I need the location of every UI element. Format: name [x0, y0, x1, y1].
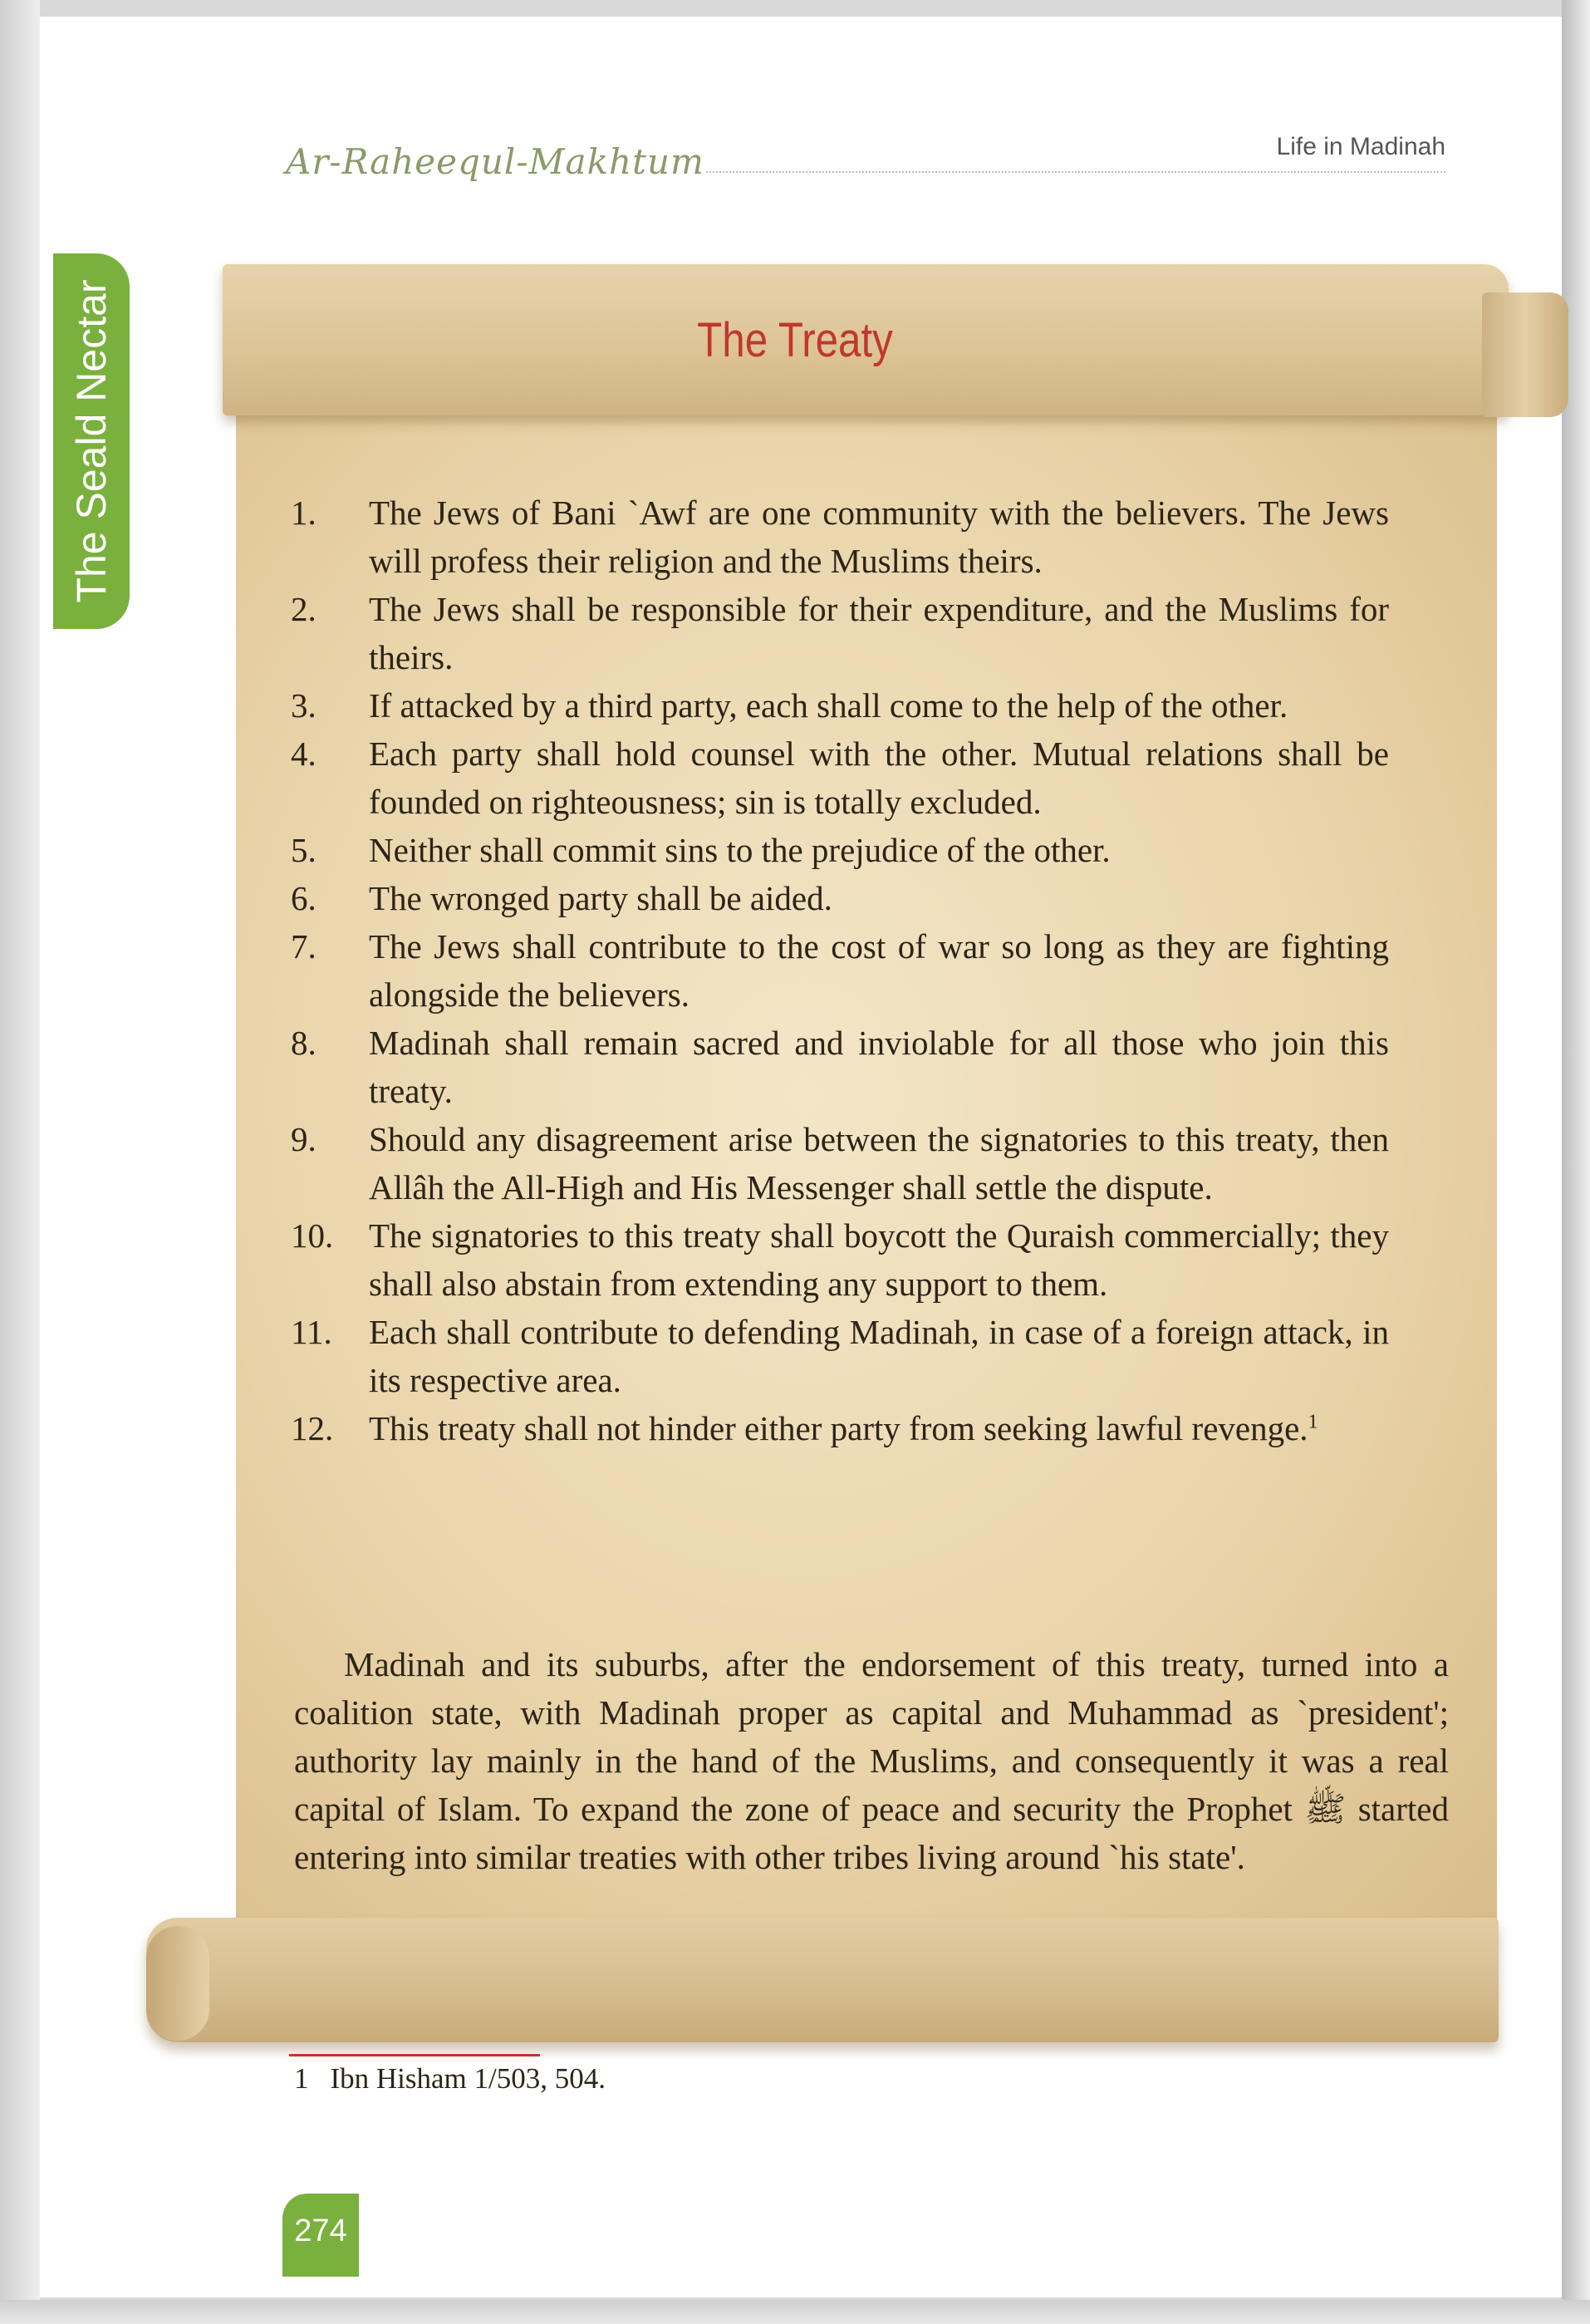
- list-item: [291, 1404, 1389, 1452]
- clause-number: 6.: [291, 879, 317, 917]
- clause-text: The wronged party shall be aided.: [369, 879, 832, 917]
- clause-text: This treaty shall not hinder either party from seeking lawful revenge.: [369, 1409, 1308, 1447]
- clause-text: The Jews shall be responsible for their expenditure, and the Muslims for theirs.: [369, 590, 1389, 676]
- parchment-scroll-bottom-roll: [146, 1926, 209, 2041]
- footnote-number: 1: [294, 2062, 309, 2095]
- running-header-book-title: Ar-Raheequl-Makhtum: [286, 141, 704, 182]
- side-tab-label: The Seald Nectar: [68, 279, 115, 603]
- clause-text: Each shall contribute to defending Madinah, in case of a foreign attack, in its respective area.: [369, 1313, 1389, 1399]
- list-item: [291, 874, 1389, 922]
- header-dotted-rule: [706, 171, 1445, 173]
- body-paragraph: Madinah and its suburbs, after the endorsement of this treaty, turned into a coalition state, with Madinah proper as capital and Muhammad as `president'; authority lay mainly in the hand of the Muslims, and consequently it was a real capital of Islam. To expand the zone of peace and security the Prophet ﷺ started entering into similar treaties with other tribes living around `his state'.: [294, 1645, 1449, 1876]
- clause-number: 2.: [291, 590, 317, 628]
- parchment-scroll-top-roll: [1482, 292, 1568, 417]
- list-item: [291, 1308, 1389, 1404]
- clause-number: 1.: [291, 494, 317, 532]
- scan-edge-bottom: [0, 2300, 1590, 2324]
- clause-text: The signatories to this treaty shall boycott the Quraish commercially; they shall also abstain from extending any support to them.: [369, 1216, 1389, 1303]
- footnote-text: Ibn Hisham 1/503, 504.: [330, 2062, 606, 2095]
- clause-number: 11.: [291, 1313, 332, 1351]
- list-item: [291, 922, 1389, 1019]
- page-number: 274: [294, 2213, 347, 2248]
- scan-edge-left: [0, 0, 40, 2324]
- clause-number: 12.: [291, 1409, 334, 1447]
- list-item: [291, 826, 1389, 874]
- clause-text: Should any disagreement arise between the signatories to this treaty, then Allâh the All-High and His Messenger shall settle the dispute.: [369, 1120, 1389, 1206]
- clause-number: 10.: [291, 1216, 334, 1255]
- clause-text: The Jews shall contribute to the cost of war so long as they are fighting alongside the believers.: [369, 927, 1389, 1014]
- clause-text: Neither shall commit sins to the prejudice of the other.: [369, 831, 1111, 869]
- box-title: The Treaty: [697, 313, 893, 367]
- running-header-section: Life in Madinah: [1276, 133, 1445, 160]
- clause-text: The Jews of Bani `Awf are one community with the believers. The Jews will profess their religion and the Muslims theirs.: [369, 494, 1389, 580]
- footnote-reference[interactable]: 1: [1308, 1411, 1318, 1433]
- list-item: [291, 730, 1389, 826]
- clause-number: 4.: [291, 735, 317, 773]
- clause-text: Each party shall hold counsel with the other. Mutual relations shall be founded on righteousness; sin is totally excluded.: [369, 735, 1389, 821]
- list-item: [291, 1115, 1389, 1211]
- list-item: [291, 1019, 1389, 1115]
- clause-number: 7.: [291, 927, 317, 965]
- list-item: [291, 585, 1389, 681]
- list-item: [291, 1211, 1389, 1308]
- clause-text: If attacked by a third party, each shall come to the help of the other.: [369, 686, 1288, 725]
- parchment-scroll-bottom: [146, 1918, 1499, 2042]
- clause-number: 5.: [291, 831, 317, 869]
- clause-number: 8.: [291, 1024, 317, 1062]
- list-item: [291, 489, 1389, 585]
- treaty-clause-list: [291, 489, 1389, 1452]
- clause-number: 3.: [291, 686, 317, 725]
- list-item: [291, 681, 1389, 730]
- footnote-rule: [289, 2054, 540, 2056]
- footnote: [294, 2062, 606, 2096]
- clause-text: Madinah shall remain sacred and inviolable for all those who join this treaty.: [369, 1024, 1389, 1110]
- clause-number: 9.: [291, 1120, 317, 1158]
